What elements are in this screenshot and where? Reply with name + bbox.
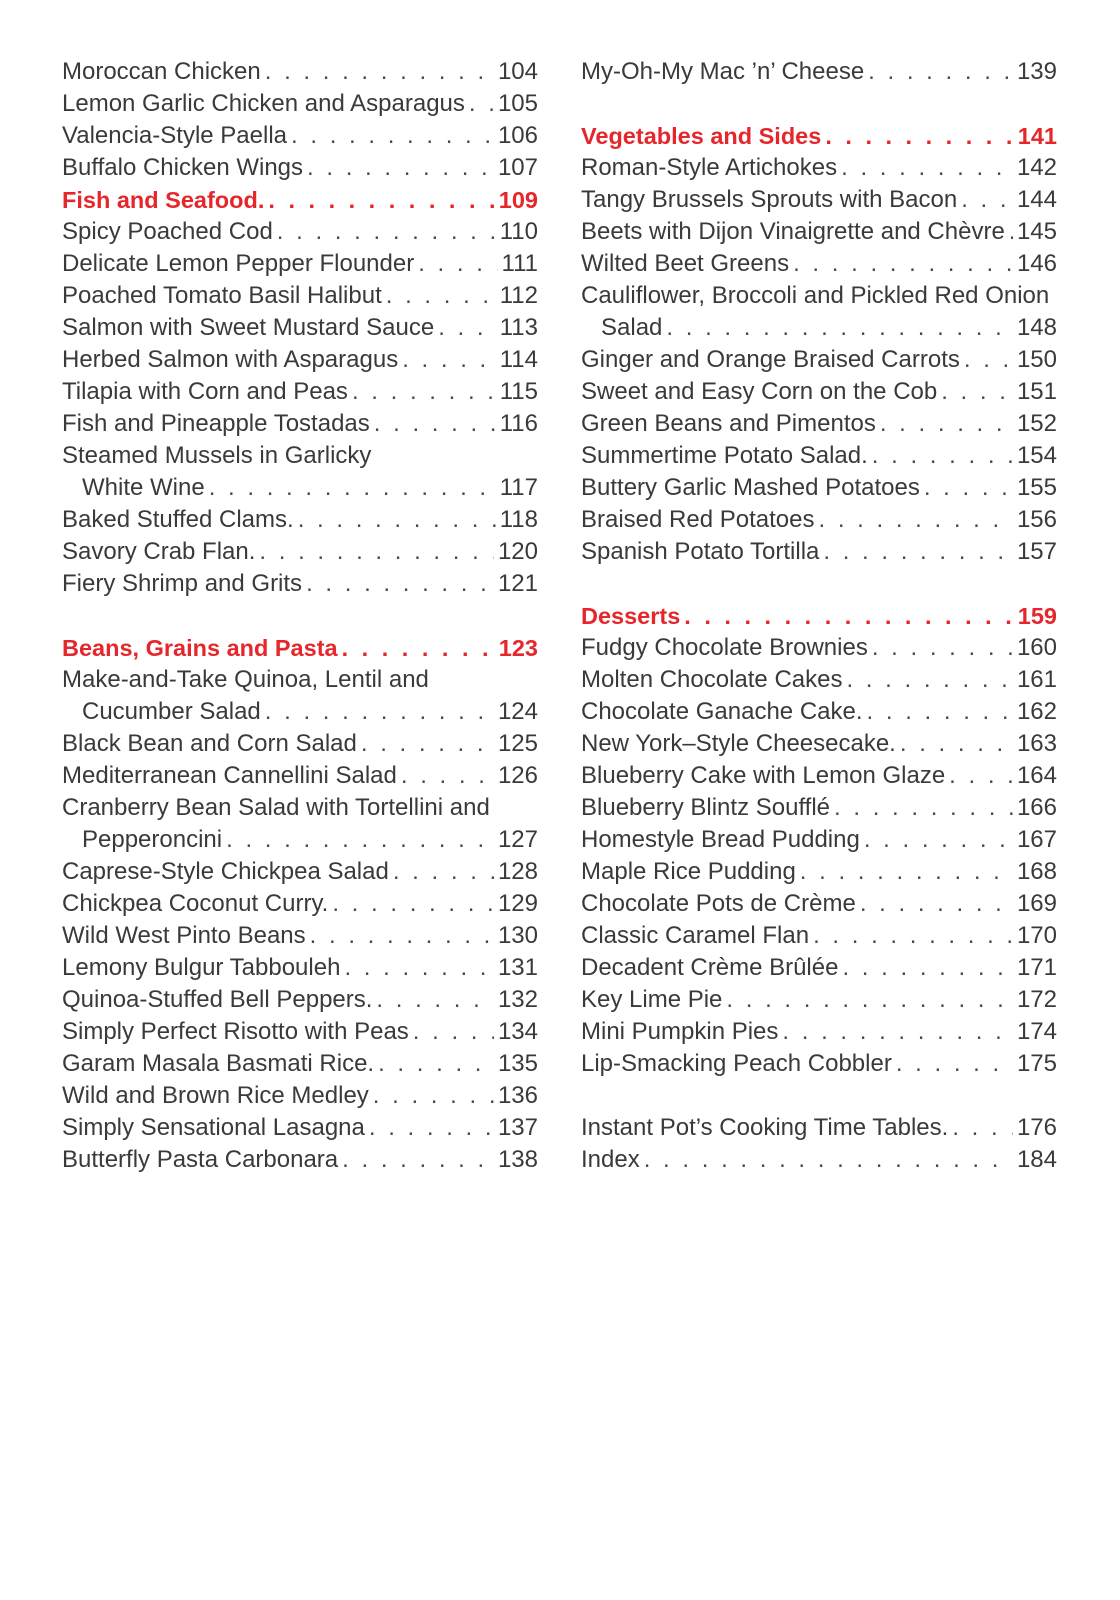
dot-leader (842, 952, 1012, 984)
entry-page-number: 137 (497, 1114, 538, 1141)
entry-title: Decadent Crème Brûlée (581, 954, 839, 981)
dot-leader (401, 760, 494, 792)
entry-page-number: 112 (499, 282, 538, 309)
entry-title: My-Oh-My Mac ’n’ Cheese (581, 58, 865, 85)
section-page-number: 109 (498, 187, 538, 213)
toc-entry[interactable] (62, 1016, 538, 1048)
entry-title: Cauliflower, Broccoli and Pickled Red Onion (581, 282, 1050, 309)
dot-leader (361, 728, 494, 760)
entry-page-number: 144 (1016, 186, 1057, 213)
entry-page-number: 172 (1016, 986, 1057, 1013)
entry-page-number: 138 (497, 1146, 538, 1173)
entry-page-number: 152 (1016, 410, 1057, 437)
toc-entry[interactable] (62, 280, 538, 312)
entry-page-number: 113 (499, 314, 538, 341)
entry-title: Poached Tomato Basil Halibut (62, 282, 382, 309)
entry-title: Homestyle Bread Pudding (581, 826, 860, 853)
entry-page-number: 104 (497, 58, 538, 85)
entry-title: Braised Red Potatoes (581, 506, 815, 533)
dot-leader (1009, 216, 1013, 248)
entry-title: Lemony Bulgur Tabbouleh (62, 954, 341, 981)
entry-title: Make-and-Take Quinoa, Lentil and (62, 666, 429, 693)
entry-title: Salad (601, 314, 663, 341)
entry-page-number: 106 (497, 122, 538, 149)
dot-leader (924, 472, 1013, 504)
entry-title: Classic Caramel Flan (581, 922, 810, 949)
dot-leader (666, 312, 1013, 344)
entry-title: Beets with Dijon Vinaigrette and Chèvre (581, 218, 1005, 245)
dot-leader (291, 120, 494, 152)
dot-leader (438, 312, 496, 344)
entry-page-number: 139 (1016, 58, 1057, 85)
entry-page-number: 126 (497, 762, 538, 789)
entry-title: Salmon with Sweet Mustard Sauce (62, 314, 435, 341)
dot-leader (860, 888, 1013, 920)
entry-page-number: 150 (1016, 346, 1057, 373)
entry-title: Pepperoncini (82, 826, 223, 853)
entry-page-number: 120 (497, 538, 538, 565)
entry-title: Tilapia with Corn and Peas (62, 378, 348, 405)
toc-entry[interactable] (581, 1144, 1057, 1176)
entry-page-number: 115 (499, 378, 538, 405)
entry-page-number: 132 (497, 986, 538, 1013)
toc-entry[interactable] (62, 88, 538, 120)
toc-entry[interactable] (62, 952, 538, 984)
dot-leader (277, 216, 496, 248)
dot-leader (782, 1016, 1013, 1048)
dot-leader (949, 760, 1013, 792)
entry-page-number: 135 (497, 1050, 538, 1077)
dot-leader (259, 536, 494, 568)
entry-title: Chocolate Pots de Crème (581, 890, 856, 917)
toc-entry[interactable] (62, 312, 538, 344)
entry-title: Roman-Style Artichokes (581, 154, 838, 181)
entry-title: Key Lime Pie (581, 986, 723, 1013)
toc-column-left (62, 56, 538, 1176)
toc-entry[interactable] (581, 152, 1057, 184)
toc-entry[interactable] (581, 920, 1057, 952)
dot-leader (268, 184, 494, 216)
dot-leader (961, 184, 1013, 216)
entry-page-number: 111 (501, 250, 538, 277)
entry-page-number: 174 (1016, 1018, 1057, 1045)
entry-page-number: 148 (1016, 314, 1057, 341)
entry-page-number: 157 (1016, 538, 1057, 565)
entry-page-number: 105 (497, 90, 538, 117)
entry-title: Fish and Pineapple Tostadas (62, 410, 370, 437)
entry-page-number: 155 (1016, 474, 1057, 501)
dot-leader (352, 376, 496, 408)
entry-title: Garam Masala Basmati Rice. (62, 1050, 375, 1077)
entry-page-number: 175 (1016, 1050, 1057, 1077)
toc-entry[interactable] (581, 632, 1057, 664)
section-spacer (581, 1080, 1057, 1112)
section-page-number: 123 (498, 635, 538, 661)
entry-page-number: 118 (499, 506, 538, 533)
entry-title: Moroccan Chicken (62, 58, 261, 85)
dot-leader (376, 984, 494, 1016)
entry-title: Quinoa-Stuffed Bell Peppers. (62, 986, 373, 1013)
dot-leader (868, 56, 1013, 88)
entry-title: Steamed Mussels in Garlicky (62, 442, 372, 469)
toc-entry[interactable] (581, 952, 1057, 984)
toc-entry[interactable] (62, 984, 538, 1016)
toc-entry[interactable] (581, 888, 1057, 920)
toc-entry[interactable] (581, 376, 1057, 408)
dot-leader (226, 824, 494, 856)
entry-page-number: 162 (1016, 698, 1057, 725)
dot-leader (684, 600, 1013, 632)
toc-entry[interactable] (581, 216, 1057, 248)
toc-section-heading[interactable] (62, 632, 538, 664)
entry-page-number: 171 (1016, 954, 1057, 981)
entry-page-number: 164 (1016, 762, 1057, 789)
toc-entry[interactable] (62, 1080, 538, 1112)
toc-entry[interactable] (581, 760, 1057, 792)
toc-entry[interactable] (581, 1112, 1057, 1144)
toc-entry[interactable] (581, 696, 1057, 728)
toc-section-heading[interactable] (62, 184, 538, 216)
entry-page-number: 127 (497, 826, 538, 853)
entry-title: Black Bean and Corn Salad (62, 730, 357, 757)
toc-entry[interactable] (62, 664, 538, 696)
toc-entry[interactable] (581, 504, 1057, 536)
dot-leader (872, 632, 1013, 664)
toc-entry[interactable] (62, 760, 538, 792)
entry-page-number: 107 (497, 154, 538, 181)
section-spacer (62, 600, 538, 632)
entry-title: Chickpea Coconut Curry. (62, 890, 329, 917)
dot-leader (265, 56, 494, 88)
entry-title: Lip-Smacking Peach Cobbler (581, 1050, 892, 1077)
entry-page-number: 161 (1016, 666, 1057, 693)
dot-leader (332, 888, 494, 920)
toc-entry[interactable] (581, 344, 1057, 376)
toc-entry[interactable] (581, 856, 1057, 888)
dot-leader (393, 856, 494, 888)
entry-title: Herbed Salmon with Asparagus (62, 346, 399, 373)
entry-title: Cucumber Salad (82, 698, 261, 725)
dot-leader (378, 1048, 494, 1080)
entry-page-number: 163 (1016, 730, 1057, 757)
entry-page-number: 116 (499, 410, 538, 437)
toc-entry[interactable] (581, 824, 1057, 856)
dot-leader (369, 1112, 494, 1144)
dot-leader (900, 728, 1013, 760)
toc-entry[interactable] (581, 1016, 1057, 1048)
toc-section-heading[interactable] (581, 120, 1057, 152)
entry-page-number: 117 (499, 474, 538, 501)
toc-entry[interactable] (62, 696, 538, 728)
entry-page-number: 166 (1016, 794, 1057, 821)
dot-leader (402, 344, 496, 376)
dot-leader (342, 632, 495, 664)
entry-page-number: 129 (497, 890, 538, 917)
section-spacer (581, 568, 1057, 600)
dot-leader (864, 824, 1013, 856)
toc-entry[interactable] (581, 312, 1057, 344)
entry-title: Maple Rice Pudding (581, 858, 796, 885)
entry-title: Butterfly Pasta Carbonara (62, 1146, 339, 1173)
entry-title: Mediterranean Cannellini Salad (62, 762, 397, 789)
toc-section-heading[interactable] (581, 600, 1057, 632)
entry-title: Fiery Shrimp and Grits (62, 570, 303, 597)
dot-leader (418, 248, 497, 280)
toc-entry[interactable] (62, 536, 538, 568)
entry-page-number: 169 (1016, 890, 1057, 917)
entry-title: Blueberry Cake with Lemon Glaze (581, 762, 946, 789)
entry-page-number: 131 (497, 954, 538, 981)
toc-entry[interactable] (62, 408, 538, 440)
dot-leader (800, 856, 1013, 888)
toc-entry[interactable] (62, 728, 538, 760)
entry-page-number: 168 (1016, 858, 1057, 885)
dot-leader (469, 88, 494, 120)
dot-leader (374, 408, 496, 440)
toc-entry[interactable] (581, 984, 1057, 1016)
section-spacer (581, 88, 1057, 120)
entry-title: Mini Pumpkin Pies (581, 1018, 779, 1045)
entry-title: Instant Pot’s Cooking Time Tables. (581, 1114, 949, 1141)
entry-page-number: 114 (499, 346, 538, 373)
toc-entry[interactable] (581, 248, 1057, 280)
toc-entry[interactable] (581, 280, 1057, 312)
entry-title: Simply Sensational Lasagna (62, 1114, 365, 1141)
toc-entry[interactable] (581, 536, 1057, 568)
dot-leader (834, 792, 1013, 824)
entry-title: Savory Crab Flan. (62, 538, 256, 565)
toc-entry[interactable] (62, 344, 538, 376)
section-page-number: 141 (1017, 123, 1057, 149)
dot-leader (386, 280, 496, 312)
dot-leader (941, 376, 1013, 408)
toc-entry[interactable] (581, 56, 1057, 88)
section-title: Vegetables and Sides (581, 123, 822, 149)
dot-leader (841, 152, 1013, 184)
entry-page-number: 160 (1016, 634, 1057, 661)
toc-entry[interactable] (581, 728, 1057, 760)
entry-page-number: 121 (497, 570, 538, 597)
toc-entry[interactable] (581, 664, 1057, 696)
entry-title: Index (581, 1146, 640, 1173)
toc-entry[interactable] (62, 568, 538, 600)
toc-entry[interactable] (62, 504, 538, 536)
entry-page-number: 124 (497, 698, 538, 725)
entry-title: Tangy Brussels Sprouts with Bacon (581, 186, 958, 213)
section-title: Beans, Grains and Pasta (62, 635, 338, 661)
entry-title: Summertime Potato Salad. (581, 442, 868, 469)
toc-entry[interactable] (581, 792, 1057, 824)
entry-title: Blueberry Blintz Soufflé (581, 794, 831, 821)
entry-page-number: 170 (1016, 922, 1057, 949)
dot-leader (373, 1080, 494, 1112)
entry-title: Valencia-Style Paella (62, 122, 288, 149)
dot-leader (310, 920, 494, 952)
entry-title: Simply Perfect Risotto with Peas (62, 1018, 409, 1045)
toc-entry[interactable] (62, 248, 538, 280)
entry-title: Spicy Poached Cod (62, 218, 273, 245)
dot-leader (726, 984, 1013, 1016)
dot-leader (306, 568, 494, 600)
toc-entry[interactable] (581, 408, 1057, 440)
entry-title: Sweet and Easy Corn on the Cob (581, 378, 938, 405)
entry-page-number: 184 (1016, 1146, 1057, 1173)
entry-title: New York–Style Cheesecake. (581, 730, 896, 757)
toc-entry[interactable] (62, 920, 538, 952)
toc-entry[interactable] (62, 376, 538, 408)
entry-title: Delicate Lemon Pepper Flounder (62, 250, 415, 277)
toc-entry[interactable] (581, 184, 1057, 216)
entry-page-number: 167 (1016, 826, 1057, 853)
entry-title: Buttery Garlic Mashed Potatoes (581, 474, 920, 501)
dot-leader (298, 504, 496, 536)
toc-entry[interactable] (581, 472, 1057, 504)
dot-leader (823, 536, 1013, 568)
entry-title: Wild and Brown Rice Medley (62, 1082, 369, 1109)
dot-leader (813, 920, 1013, 952)
dot-leader (964, 344, 1013, 376)
toc-entry[interactable] (581, 1048, 1057, 1080)
section-title: Desserts (581, 603, 681, 629)
dot-leader (952, 1112, 1013, 1144)
entry-page-number: 130 (497, 922, 538, 949)
dot-leader (644, 1144, 1013, 1176)
dot-leader (872, 440, 1013, 472)
toc-entry[interactable] (62, 888, 538, 920)
toc-entry[interactable] (581, 440, 1057, 472)
toc-entry[interactable] (62, 440, 538, 472)
dot-leader (818, 504, 1012, 536)
dot-leader (825, 120, 1013, 152)
toc-column-right (581, 56, 1057, 1176)
toc-entry[interactable] (62, 216, 538, 248)
entry-title: Spanish Potato Tortilla (581, 538, 820, 565)
entry-page-number: 125 (497, 730, 538, 757)
dot-leader (846, 664, 1012, 696)
dot-leader (896, 1048, 1013, 1080)
dot-leader (867, 696, 1013, 728)
dot-leader (793, 248, 1013, 280)
entry-page-number: 142 (1016, 154, 1057, 181)
entry-title: Buffalo Chicken Wings (62, 154, 304, 181)
dot-leader (209, 472, 496, 504)
entry-page-number: 136 (497, 1082, 538, 1109)
entry-title: Molten Chocolate Cakes (581, 666, 843, 693)
toc-entry[interactable] (62, 856, 538, 888)
entry-title: Cranberry Bean Salad with Tortellini and (62, 794, 490, 821)
entry-title: Wilted Beet Greens (581, 250, 790, 277)
entry-page-number: 146 (1016, 250, 1057, 277)
entry-page-number: 128 (497, 858, 538, 885)
toc-entry[interactable] (62, 824, 538, 856)
dot-leader (880, 408, 1013, 440)
entry-title: White Wine (82, 474, 205, 501)
dot-leader (342, 1144, 494, 1176)
dot-leader (307, 152, 494, 184)
entry-page-number: 156 (1016, 506, 1057, 533)
entry-page-number: 176 (1016, 1114, 1057, 1141)
toc-entry[interactable] (62, 1048, 538, 1080)
dot-leader (265, 696, 494, 728)
entry-title: Fudgy Chocolate Brownies (581, 634, 868, 661)
dot-leader (413, 1016, 494, 1048)
toc-entry[interactable] (62, 56, 538, 88)
toc-entry[interactable] (62, 472, 538, 504)
entry-title: Ginger and Orange Braised Carrots (581, 346, 960, 373)
toc-entry[interactable] (62, 1112, 538, 1144)
section-page-number: 159 (1017, 603, 1057, 629)
entry-page-number: 145 (1016, 218, 1057, 245)
entry-title: Wild West Pinto Beans (62, 922, 306, 949)
toc-entry[interactable] (62, 152, 538, 184)
entry-title: Green Beans and Pimentos (581, 410, 876, 437)
entry-page-number: 154 (1016, 442, 1057, 469)
toc-entry[interactable] (62, 1144, 538, 1176)
entry-page-number: 151 (1016, 378, 1057, 405)
entry-title: Chocolate Ganache Cake. (581, 698, 863, 725)
dot-leader (344, 952, 494, 984)
section-title: Fish and Seafood. (62, 187, 265, 213)
entry-title: Baked Stuffed Clams. (62, 506, 294, 533)
entry-title: Caprese-Style Chickpea Salad (62, 858, 389, 885)
entry-page-number: 134 (497, 1018, 538, 1045)
entry-title: Lemon Garlic Chicken and Asparagus (62, 90, 465, 117)
entry-page-number: 110 (499, 218, 538, 245)
toc-entry[interactable] (62, 792, 538, 824)
toc-entry[interactable] (62, 120, 538, 152)
